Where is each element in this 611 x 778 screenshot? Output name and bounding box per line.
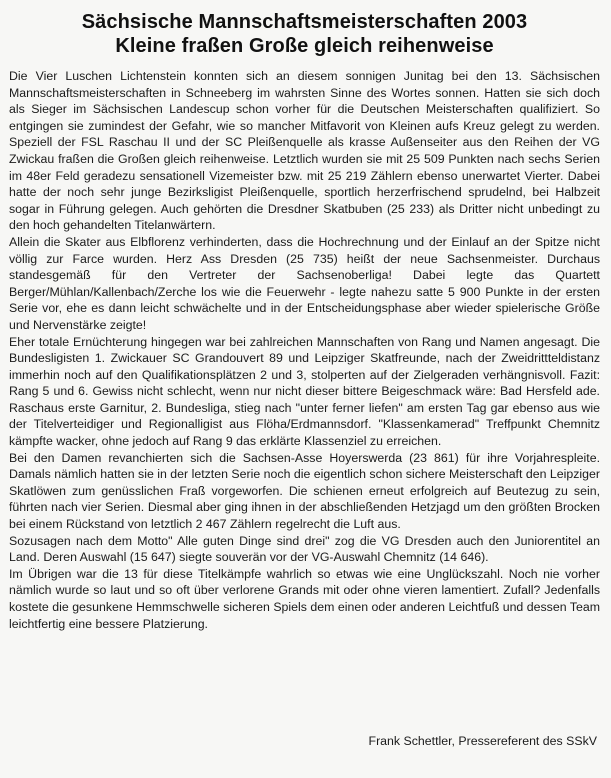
paragraph-4: Bei den Damen revanchierten sich die Sachsen-Asse Hoyerswerda (23 861) für ihre Vorjahrespleite. Damals nämlich hatten sie in der letzten Serie noch die eigentlich schon sichere Meisterschaft den Leipziger Skatlöwen zum genüsslichen Fraß vorgeworfen. Die schienen erneut erfolgreich auf Beutezug zu sein, führten nach vier Serien. Diesmal aber ging ihnen in der abschließenden Hetzjagd um den größten Brocken bei einem Rückstand von letztlich 2 467 Zählern regelrecht die Luft aus. <box>9 450 600 532</box>
author-signature: Frank Schettler, Pressereferent des SSkV <box>368 734 597 748</box>
paragraph-2: Allein die Skater aus Elbflorenz verhinderten, dass die Hochrechnung und der Einlauf an der Spitze nicht völlig zur Farce wurden. Herz Ass Dresden (25 735) heißt der neue Sachsenmeister. Durchaus standesgemäß für den Vertreter der Sachsenoberliga! Dabei legte das Quartett Berger/Mühlan/Kallenbach/Zerche los wie die Feuerwehr - legte nahezu satte 5 900 Punkte in der ersten Serie vor, ehe es dann leicht schwächelte und in der Entscheidungsphase aber wieder spielerische Größe und Nervenstärke zeigte! <box>9 234 600 332</box>
headline-line-2: Kleine fraßen Große gleich reihenweise <box>115 35 494 57</box>
headline-line-1: Sächsische Mannschaftsmeisterschaften 2003 <box>81 11 528 33</box>
article-headline <box>9 10 600 58</box>
paragraph-6: Im Übrigen war die 13 für diese Titelkämpfe wahrlich so etwas wie eine Unglückszahl. Noch nie vorher nämlich wurde so laut und so oft über verlorene Grands mit oder ohne vieren lamentiert. Zufall? Jedenfalls kostete die gesunkene Hemmschwelle sicheren Spiels dem einen oder anderen Leichtfuß und dessen Team leichtfertig eine bessere Platzierung. <box>9 566 600 631</box>
article-body <box>9 68 600 632</box>
paragraph-1: Die Vier Luschen Lichtenstein konnten sich an diesem sonnigen Junitag bei den 13. Sächsischen Mannschaftsmeisterschaften in Schneeberg im wahrsten Sinne des Wortes sonnen. Hatten sie sich doch als Sieger im Sächsischen Landescup schon vorher für die Deutschen Meisterschaften qualifiziert. So entgingen sie zumindest der Gefahr, wie so mancher Mitfavorit von Kleinen aufs Kreuz gelegt zu werden. Speziell der FSL Raschau II und der SC Pleißenquelle als krasse Außenseiter aus den Reihen der VG Zwickau fraßen die Großen gleich reihenweise. Letztlich wurden sie mit 25 509 Punkten nach sechs Serien im 48er Feld geradezu sensationell Vizemeister bzw. mit 25 219 Zählern ebenso unerwartet Vierter. Dabei hatte der noch sehr junge Bezirksligist Pleißenquelle, sportlich herzerfrischend sprudelnd, bei Halbzeit sogar in Führung gelegen. Auch gehörten die Dresdner Skatbuben (25 233) als Dritter nicht unbedingt zu den hoch gehandelten Titelanwärtern. <box>9 69 600 233</box>
paragraph-5: Sozusagen nach dem Motto" Alle guten Dinge sind drei" zog die VG Dresden auch den Juniorentitel an Land. Deren Auswahl (15 647) siegte souverän vor der VG-Auswahl Chemnitz (14 646). <box>9 533 600 565</box>
paragraph-3: Eher totale Ernüchterung hingegen war bei zahlreichen Mannschaften von Rang und Namen angesagt. Die Bundesligisten 1. Zwickauer SC Grandouvert 89 und Leipziger Skatfreunde, nach der Zweidrittteldistanz immerhin noch auf den Qualifikationsplätzen 2 und 3, stolperten auf der Zielgeraden verhängnisvoll. Fazit: Rang 5 und 6. Gewiss nicht schlecht, wenn nur nicht dieser bittere Beigeschmack wäre: Bad Hersfeld ade. Raschaus erste Garnitur, 2. Bundesliga, stieg nach "unter ferner liefen" am ersten Tag gar ebenso aus wie der Titelverteidiger und Regionalligist aus Flöha/Erdmannsdorf. "Klassenkamerad" Treffpunkt Chemnitz kämpfte wacker, ohne jedoch auf Rang 9 das erklärte Klassenziel zu erreichen. <box>9 334 600 449</box>
